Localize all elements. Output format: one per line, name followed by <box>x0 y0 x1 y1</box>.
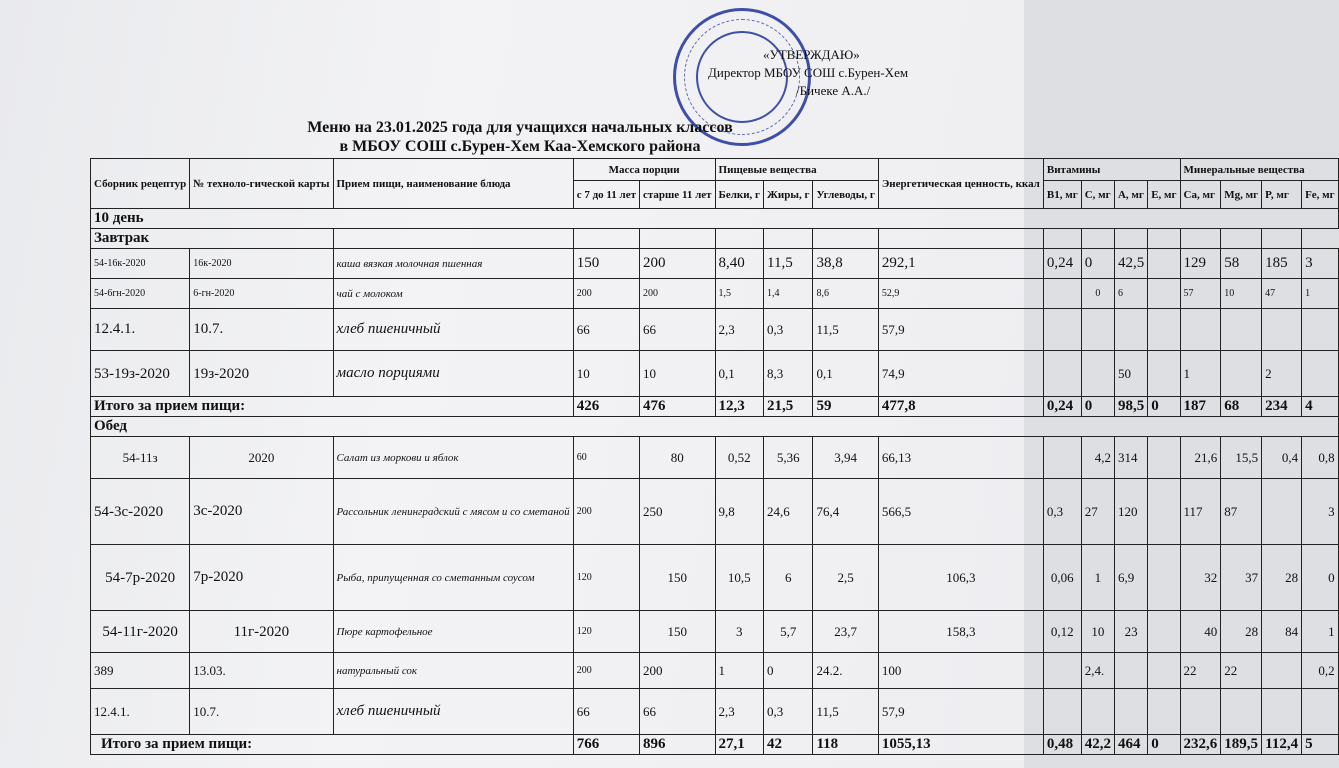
table-row: 54-11г-2020 11г-2020 Пюре картофельное 120 150 3 5,7 23,7 158,3 0,12 10 23 40 28 84 1 <box>91 611 1339 653</box>
table-row: 54-6гн-2020 6-гн-2020 чай с молоком 200 200 1,5 1,4 8,6 52,9 0 6 57 10 47 1 <box>91 279 1339 309</box>
section-lunch: Обед <box>91 417 1339 437</box>
document-title: Меню на 23.01.2025 года для учащихся начальных классов в МБОУ СОШ с.Бурен-Хем Каа-Хемского района <box>307 119 733 155</box>
approval-position: Директор МБОУ СОШ с.Бурен-Хем <box>708 65 909 80</box>
lunch-total-row: Итого за прием пищи: 766 896 27,1 42 118 1055,13 0,48 42,2 464 0 232,6 189,5 112,4 5 <box>91 735 1339 755</box>
header-row-2: с 7 до 11 лет старше 11 лет Белки, г Жиры, г Углеводы, г B1, мг C, мг A, мг E, мг Ca, мг Mg, мг P, мг Fe, мг <box>91 181 1339 209</box>
table-row: 12.4.1. 10.7. хлеб пшеничный 66 66 2,3 0,3 11,5 57,9 <box>91 689 1339 735</box>
approval-heading: «УТВЕРЖДАЮ» <box>763 47 860 62</box>
approval-block <box>708 46 908 100</box>
table-row: 53-19з-2020 19з-2020 масло порциями 10 10 0,1 8,3 0,1 74,9 50 1 2 <box>91 351 1339 397</box>
table-row: 54-3с-2020 3с-2020 Рассольник ленинградский с мясом и со сметаной 200 250 9,8 24,6 76,4 566,5 0,3 27 120 117 87 3 <box>91 479 1339 545</box>
breakfast-total-row: Итого за прием пищи: 426 476 12,3 21,5 59 477,8 0,24 0 98,5 0 187 68 234 4 <box>91 397 1339 417</box>
day-row: 10 день <box>91 209 1339 229</box>
table-row: 389 13.03. натуральный сок 200 200 1 0 24.2. 100 2,4. 22 22 0,2 <box>91 653 1339 689</box>
table-row: 12.4.1. 10.7. хлеб пшеничный 66 66 2,3 0,3 11,5 57,9 <box>91 309 1339 351</box>
header-row-1: Сборник рецептур № техноло-гической карты Прием пищи, наименование блюда Масса порции Пищевые вещества Энергетическая ценность, ккал Витамины Минеральные вещества <box>91 159 1339 181</box>
menu-table <box>90 158 1339 755</box>
section-breakfast: Завтрак <box>91 229 1339 249</box>
table-row: 54-11з 2020 Салат из моркови и яблок 60 80 0,52 5,36 3,94 66,13 4,2 314 21,6 15,5 0,4 0,8 <box>91 437 1339 479</box>
table-row: 54-7р-2020 7р-2020 Рыба, припущенная со сметанным соусом 120 150 10,5 6 2,5 106,3 0,06 1 6,9 32 37 28 0 <box>91 545 1339 611</box>
table-row: 54-16к-2020 16к-2020 каша вязкая молочная пшенная 150 200 8,40 11,5 38,8 292,1 0,24 0 42,5 129 58 185 3 <box>91 249 1339 279</box>
approval-signature: /Бичеке А.А./ <box>796 83 871 98</box>
